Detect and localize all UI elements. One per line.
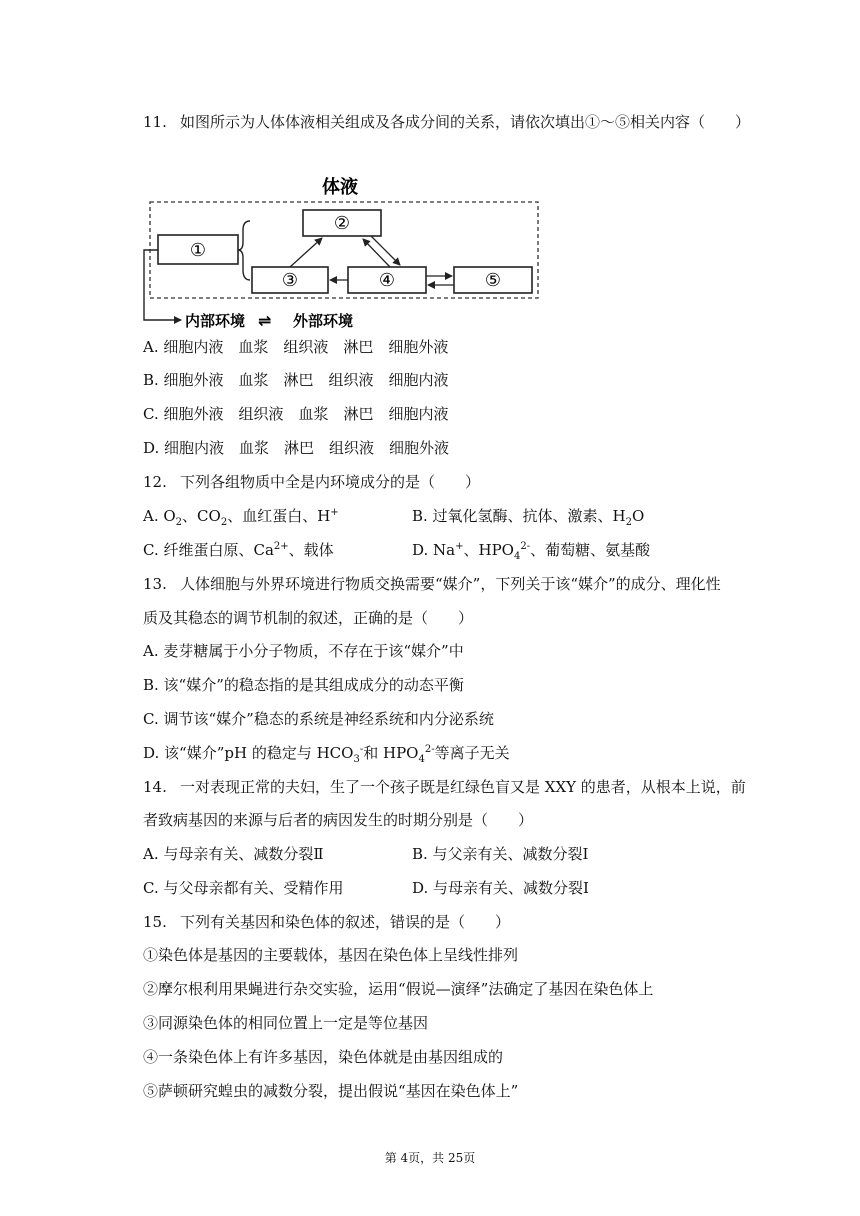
question-stem: 人体细胞与外界环境进行物质交换需要“媒介”，下列关于该“媒介”的成分、理化性 bbox=[180, 575, 721, 593]
brace bbox=[238, 221, 250, 280]
q15-item-2: ②摩尔根利用果蝇进行杂交实验，运用“假说—演绎”法确定了基因在染色体上 bbox=[143, 980, 654, 998]
question-number: 12. bbox=[143, 473, 167, 491]
box-2-label: ② bbox=[333, 213, 351, 234]
question-number: 11. bbox=[143, 113, 167, 131]
q15-item-4: ④一条染色体上有许多基因，染色体就是由基因组成的 bbox=[143, 1048, 504, 1066]
q15-item-3: ③同源染色体的相同位置上一定是等位基因 bbox=[143, 1014, 429, 1032]
box-4-label: ④ bbox=[378, 270, 396, 291]
body-fluid-diagram bbox=[135, 168, 555, 333]
q14-option-b: B. 与父亲有关、减数分裂Ⅰ bbox=[412, 845, 589, 863]
q15-item-1: ①染色体是基因的主要载体，基因在染色体上呈线性排列 bbox=[143, 946, 519, 964]
q13-option-a: A. 麦芽糖属于小分子物质，不存在于该“媒介”中 bbox=[143, 642, 464, 660]
q14-stem-line2: 者致病基因的来源与后者的病因发生的时期分别是（ ） bbox=[143, 811, 534, 829]
question-stem: 一对表现正常的夫妇，生了一个孩子既是红绿色盲又是 XXY 的患者，从根本上说，前 bbox=[180, 778, 746, 796]
q12-stem bbox=[143, 472, 480, 492]
question-number: 13. bbox=[143, 575, 167, 593]
external-environment-label: 外部环境 bbox=[293, 312, 354, 330]
q14-option-c: C. 与父母亲都有关、受精作用 bbox=[143, 879, 344, 897]
internal-environment-label: 内部环境 bbox=[185, 312, 246, 330]
q14-option-d: D. 与母亲有关、减数分裂Ⅰ bbox=[412, 879, 589, 897]
box-5-label: ⑤ bbox=[484, 270, 502, 291]
q13-option-b: B. 该“媒介”的稳态指的是其组成成分的动态平衡 bbox=[143, 676, 464, 694]
question-number: 15. bbox=[143, 913, 167, 931]
q11-option-c: C. 细胞外液 组织液 血浆 淋巴 细胞内液 bbox=[143, 405, 449, 423]
q13-stem-line1 bbox=[143, 574, 721, 594]
page-footer: 第 4页，共 25页 bbox=[384, 1151, 476, 1165]
q14-option-a: A. 与母亲有关、减数分裂Ⅱ bbox=[143, 845, 324, 863]
question-stem: 如图所示为人体体液相关组成及各成分间的关系，请依次填出①～⑤相关内容（ ） bbox=[180, 113, 751, 131]
question-stem: 下列有关基因和染色体的叙述，错误的是（ ） bbox=[180, 913, 511, 931]
q15-stem bbox=[143, 912, 510, 932]
arrow-3-to-2 bbox=[290, 238, 322, 267]
q11-option-d: D. 细胞内液 血浆 淋巴 组织液 细胞外液 bbox=[143, 439, 450, 457]
box-1-label: ① bbox=[189, 240, 207, 261]
q12-option-d: D. Na+、$HPO_4^{2-}$、葡萄糖、氨基酸 bbox=[412, 541, 651, 562]
q14-stem-line1 bbox=[143, 777, 746, 797]
q12-option-a: A. $O_2$、$CO_2$、血红蛋白、H+ bbox=[143, 507, 339, 528]
q15-item-5: ⑤萨顿研究蝗虫的减数分裂，提出假说“基因在染色体上” bbox=[143, 1082, 519, 1100]
arrow-2-to-4 bbox=[371, 236, 400, 265]
question-stem: 下列各组物质中全是内环境成分的是（ ） bbox=[180, 473, 481, 491]
q13-option-c: C. 调节该“媒介”稳态的系统是神经系统和内分泌系统 bbox=[143, 710, 494, 728]
q11-stem bbox=[143, 112, 750, 132]
arrow-4-to-2 bbox=[363, 239, 390, 267]
diagram-title: 体液 bbox=[322, 177, 358, 198]
question-number: 14. bbox=[143, 778, 167, 796]
q13-option-d: D. 该“媒介”pH 的稳定与 $HCO_3^-$和 $HPO_4^{2-}$等离子无关 bbox=[143, 744, 510, 765]
exchange-arrow: ⇌ bbox=[258, 311, 272, 330]
q12-option-b: B. 过氧化氢酶、抗体、激素、$H_2O$ bbox=[412, 507, 645, 528]
q13-stem-line2: 质及其稳态的调节机制的叙述，正确的是（ ） bbox=[143, 609, 474, 627]
q11-option-a: A. 细胞内液 血浆 组织液 淋巴 细胞外液 bbox=[143, 338, 449, 356]
q12-option-c: C. 纤维蛋白原、$Ca^{2+}$、载体 bbox=[143, 541, 334, 559]
box-3-label: ③ bbox=[281, 270, 299, 291]
q11-option-b: B. 细胞外液 血浆 淋巴 组织液 细胞内液 bbox=[143, 371, 449, 389]
